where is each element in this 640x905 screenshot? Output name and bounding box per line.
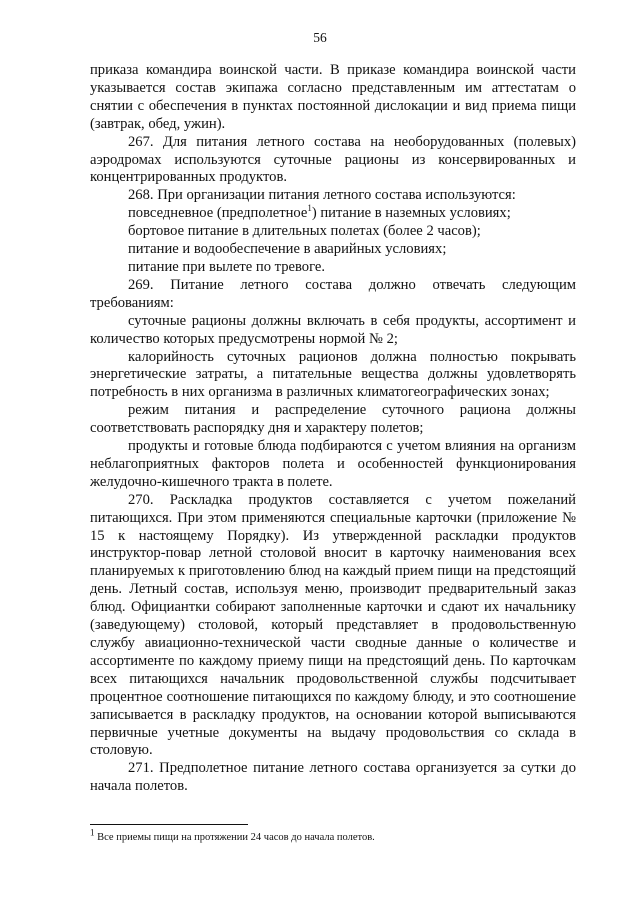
- footnote-marker: 1: [90, 827, 95, 838]
- page-number: 56: [313, 30, 327, 45]
- list-item-everyday-nutrition: [90, 205, 576, 223]
- list-item-emergency-nutrition: питание и водообеспечение в аварийных условиях;: [128, 241, 447, 258]
- footnote-text: Все приемы пищи на протяжении 24 часов до начала полетов.: [97, 832, 375, 843]
- requirement-daily-rations: суточные рационы должны включать в себя продукты, ассортимент и количество которых предусмотрены нормой № 2;: [90, 312, 576, 347]
- requirement-schedule: режим питания и распределение суточного рациона должны соответствовать распорядку дня и характеру полетов;: [90, 402, 576, 437]
- paragraph-268: 268. При организации питания летного состава используются:: [128, 187, 516, 204]
- paragraph-269: 269. Питание летного состава должно отвечать следующим требованиям:: [90, 276, 576, 311]
- requirement-calories: калорийность суточных рационов должна полностью покрывать энергетические затраты, а питательные вещества должны удовлетворять потребность в них организма в различных климатогеографических зонах;: [90, 348, 576, 401]
- footnote: [90, 827, 576, 844]
- list-item-everyday-tail: ) питание в наземных условиях;: [311, 205, 511, 222]
- body-text: [90, 62, 576, 796]
- list-item-alert-nutrition: питание при вылете по тревоге.: [128, 258, 326, 275]
- footnote-reference: 1: [307, 203, 312, 214]
- paragraph-270: 270. Раскладка продуктов составляется с учетом пожеланий питающихся. При этом применяются специальные карточки (приложение № 15 к настоящему Порядку). Из утвержденной раскладки продуктов инструктор-повар летной столовой вносит в карточку наименования всех планируемых к приготовлению блюд на каждый прием пищи на предстоящий день. Летный состав, используя меню, производит предварительный заказ блюд. Официантки собирают заполненные карточки и сдают их начальнику (заведующему) столовой, который представляет в продовольственную службу авиационно-технической части сводные данные о количестве и ассортименте по каждому приему пищи на предстоящий день. По карточкам всех питающихся начальник продовольственной службы подсчитывает процентное соотношение питающихся по каждому блюду, и это соотношение записывается в раскладку продуктов, на основании которой выписываются первичные учетные документы на выдачу продовольствия со склада в столовую.: [90, 491, 576, 759]
- paragraph-271: 271. Предполетное питание летного состава организуется за сутки до начала полетов.: [90, 760, 576, 795]
- paragraph-continuation: приказа командира воинской части. В приказе командира воинской части указывается состав экипажа согласно представленным им аттестатам о снятии с обеспечения в пунктах постоянной дислокации и вид приема пищи (завтрак, обед, ужин).: [90, 62, 576, 132]
- paragraph-267: 267. Для питания летного состава на необорудованных (полевых) аэродромах используются суточные рационы из консервированных и концентрированных продуктов.: [90, 133, 576, 186]
- requirement-products: продукты и готовые блюда подбираются с учетом влияния на организм неблагоприятных факторов полета и особенностей функционирования желудочно-кишечного тракта в полете.: [90, 438, 576, 490]
- footnote-divider: [90, 824, 248, 825]
- list-item-onboard-nutrition: бортовое питание в длительных полетах (более 2 часов);: [128, 223, 481, 240]
- list-item-everyday-text: повседневное (предполетное: [128, 205, 308, 222]
